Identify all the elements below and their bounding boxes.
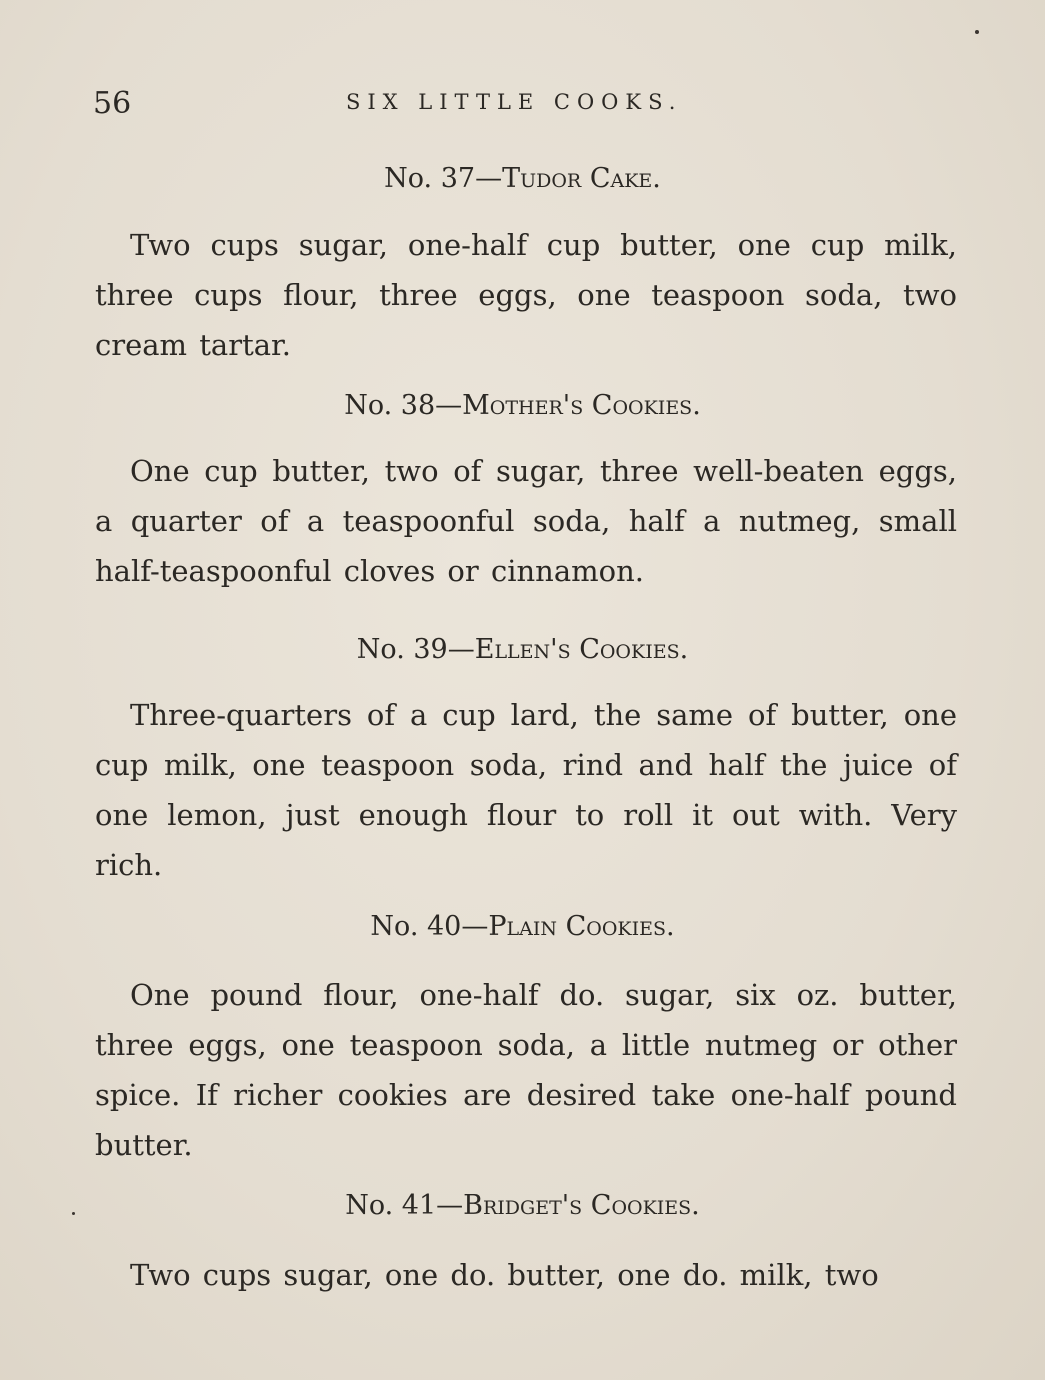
recipe-number: No. 40— [370, 911, 489, 942]
recipe-name: Mother's Cookies. [462, 390, 701, 421]
recipe-name: Tudor Cake. [502, 163, 661, 194]
recipe-text-40: One pound flour, one-half do. sugar, six oz. butter, three eggs, one teaspoon soda, a little nutmeg or other spice. If richer cookies are desired take one-half pound butter. [95, 978, 957, 1162]
recipe-number: No. 41— [345, 1190, 464, 1221]
recipe-text-41: Two cups sugar, one do. butter, one do. milk, two [130, 1258, 879, 1292]
paper-speck [72, 1212, 75, 1215]
recipe-title-39 [0, 634, 1045, 665]
recipe-name: Ellen's Cookies. [474, 634, 689, 665]
recipe-title-41 [0, 1190, 1045, 1221]
recipe-number: No. 37— [384, 163, 503, 194]
running-head: SIX LITTLE COOKS. [346, 90, 683, 114]
paper-speck [975, 30, 979, 34]
recipe-text-38: One cup butter, two of sugar, three well-beaten eggs, a quarter of a teaspoonful soda, half a nutmeg, small half-teaspoonful cloves or cinnamon. [95, 454, 957, 588]
page-number: 56 [93, 86, 132, 121]
recipe-title-40 [0, 911, 1045, 942]
recipe-name: Bridget's Cookies. [463, 1190, 700, 1221]
recipe-title-37 [0, 163, 1045, 194]
recipe-name: Plain Cookies. [488, 911, 675, 942]
recipe-text-37: Two cups sugar, one-half cup butter, one cup milk, three cups flour, three eggs, one teaspoon soda, two cream tartar. [95, 228, 957, 362]
recipe-title-38 [0, 390, 1045, 421]
recipe-number: No. 39— [356, 634, 475, 665]
recipe-text-39: Three-quarters of a cup lard, the same of butter, one cup milk, one teaspoon soda, rind and half the juice of one lemon, just enough flour to roll it out with. Very rich. [95, 698, 957, 882]
recipe-number: No. 38— [344, 390, 463, 421]
